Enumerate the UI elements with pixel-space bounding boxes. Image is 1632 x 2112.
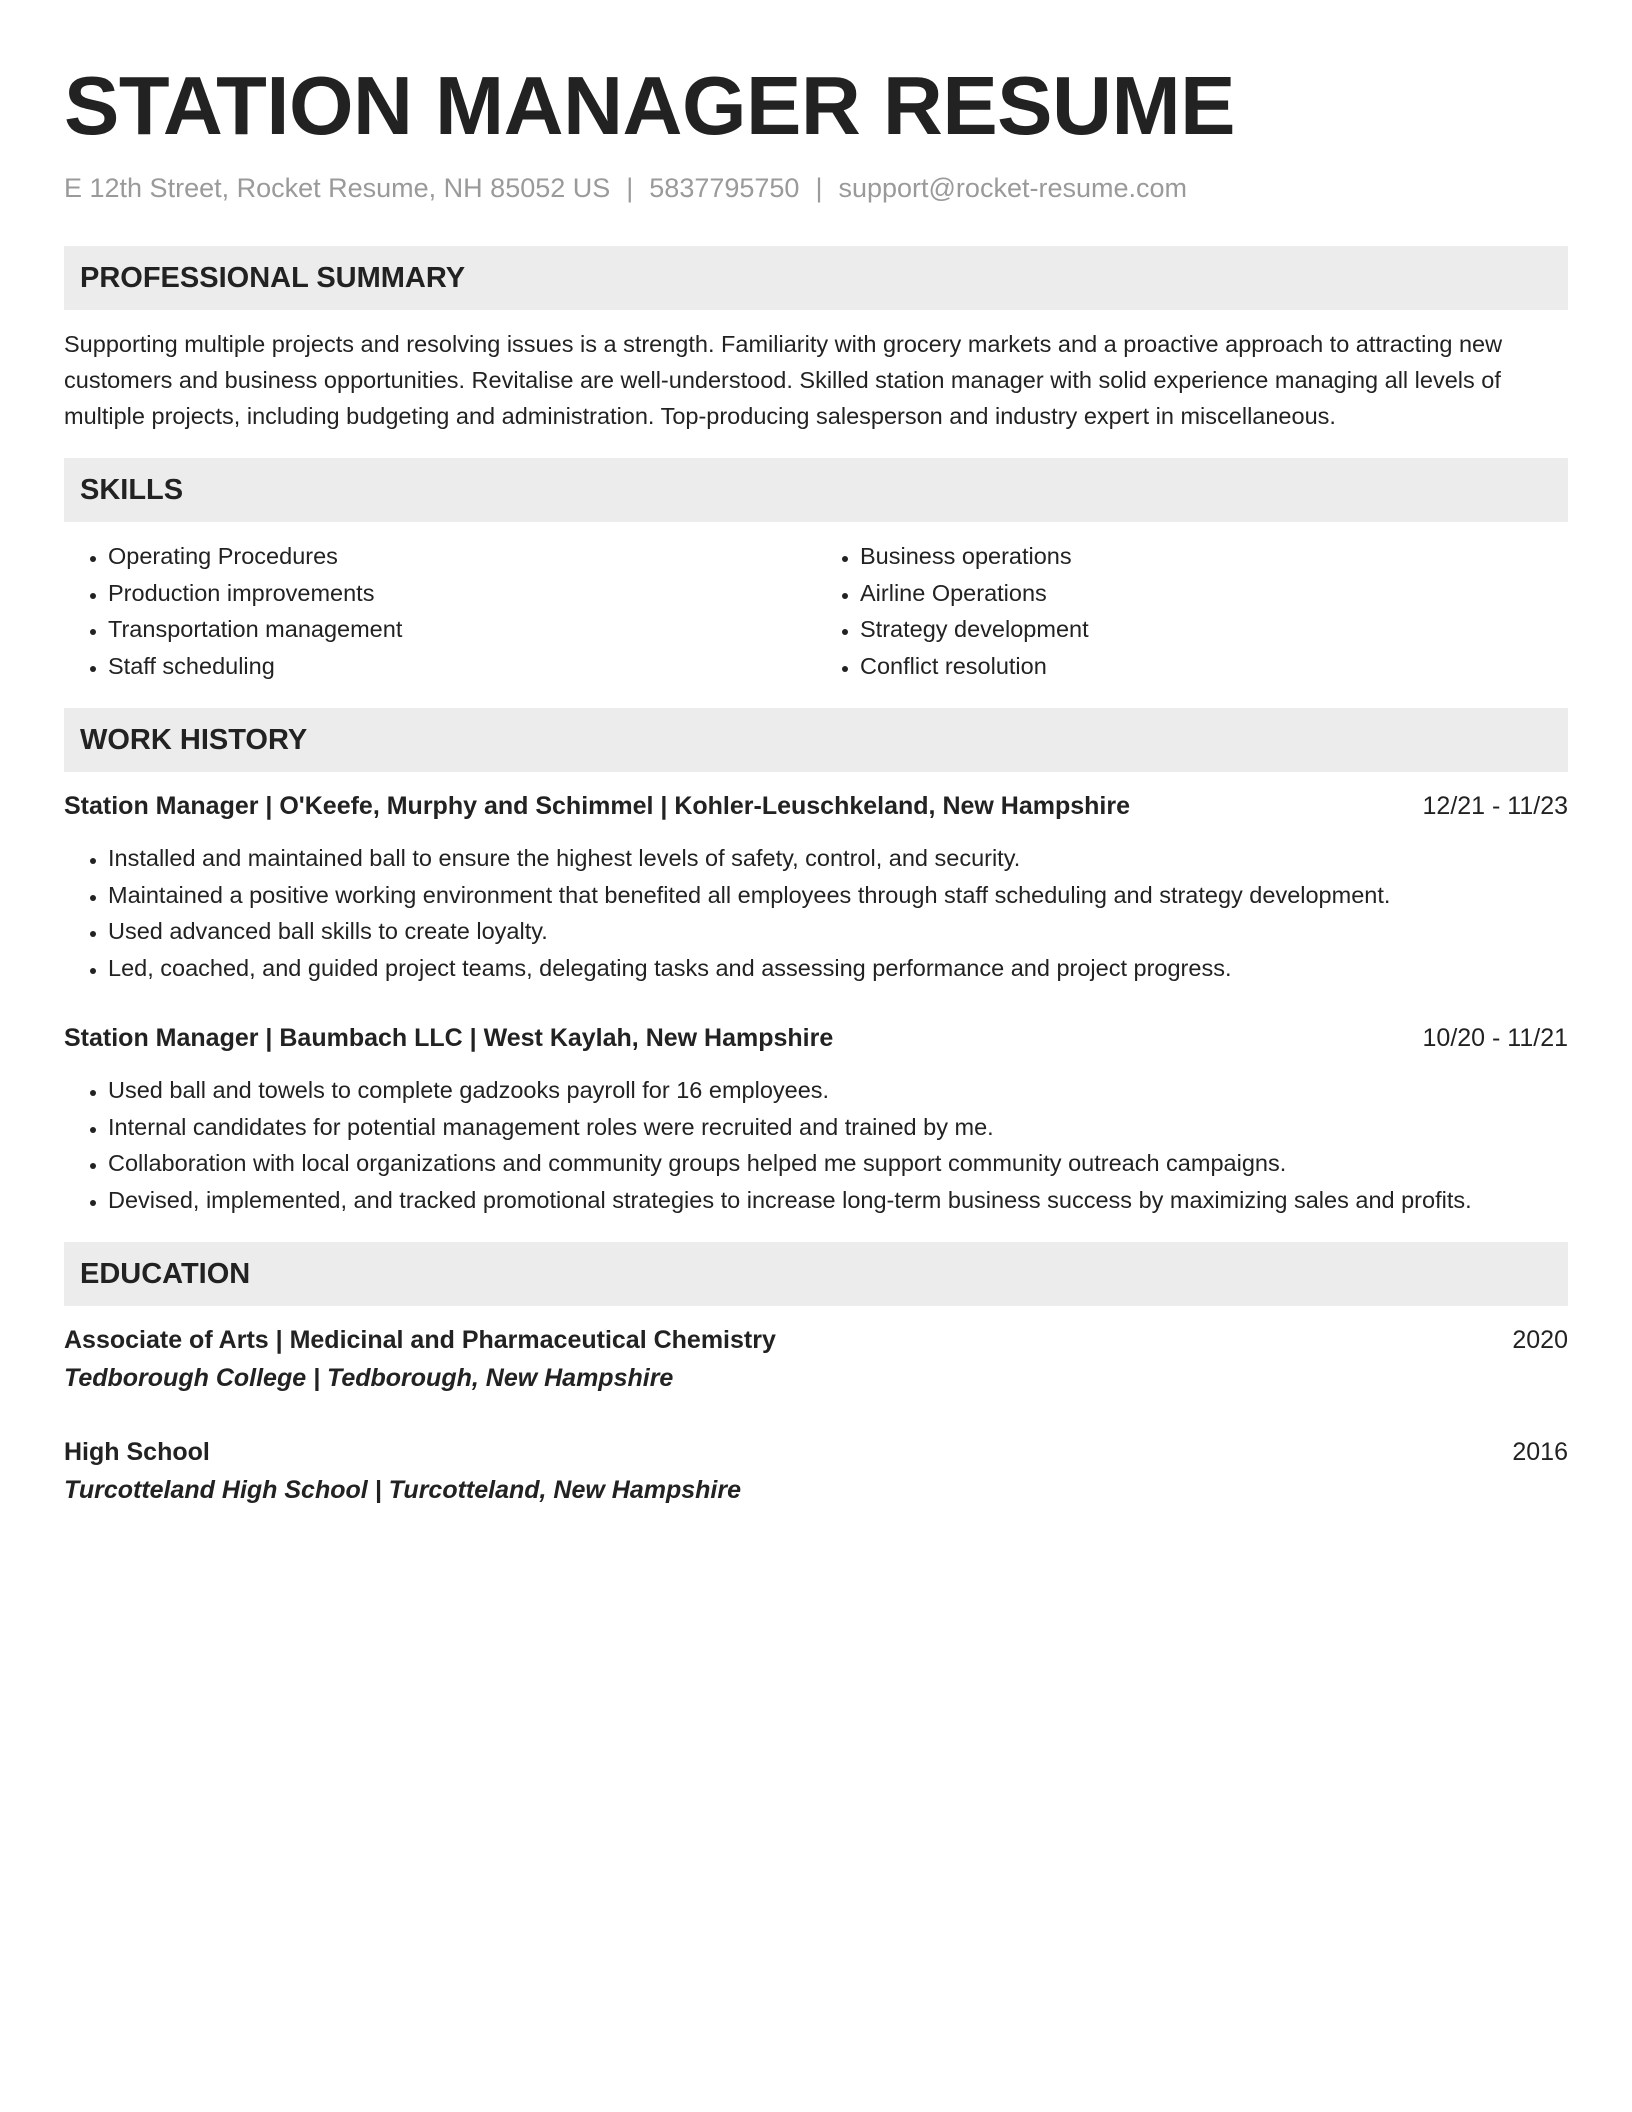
job-bullets	[64, 840, 1568, 986]
job-bullet: • Internal candidates for potential management roles were recruited and trained by me.	[108, 1109, 1568, 1146]
skill-item: • Operating Procedures	[108, 538, 816, 575]
contact-email: support@rocket-resume.com	[838, 173, 1187, 203]
skill-item: • Transportation management	[108, 611, 816, 648]
skills-column-left	[64, 538, 816, 684]
education-entry	[64, 1434, 1568, 1508]
job-title: Station Manager | O'Keefe, Murphy and Schimmel | Kohler-Leuschkeland, New Hampshire	[64, 792, 1131, 820]
work-heading: WORK HISTORY	[64, 708, 1568, 772]
job-dates: 12/21 - 11/23	[1422, 792, 1568, 820]
skill-item: • Production improvements	[108, 575, 816, 612]
education-header	[64, 1322, 1568, 1358]
job-entry	[64, 788, 1568, 986]
contact-phone: 5837795750	[649, 173, 800, 203]
skill-item: • Airline Operations	[860, 575, 1568, 612]
summary-heading: PROFESSIONAL SUMMARY	[64, 246, 1568, 310]
resume-title: STATION MANAGER RESUME	[64, 59, 1235, 152]
skill-item: • Business operations	[860, 538, 1568, 575]
job-bullet: • Collaboration with local organizations and community groups helped me support community outreach campaigns.	[108, 1145, 1568, 1182]
skill-item: • Strategy development	[860, 611, 1568, 648]
skills-heading: SKILLS	[64, 458, 1568, 522]
skill-item: • Conflict resolution	[860, 648, 1568, 685]
job-bullet: • Devised, implemented, and tracked promotional strategies to increase long-term business success by maximizing sales and profits.	[108, 1182, 1568, 1219]
job-bullets	[64, 1072, 1568, 1218]
job-bullet: • Led, coached, and guided project teams, delegating tasks and assessing performance and project progress.	[108, 950, 1568, 987]
summary-text: Supporting multiple projects and resolving issues is a strength. Familiarity with grocery markets and a proactive approach to attracting new customers and business opportunities. Revitalise are well-understood. Skilled station manager with solid experience managing all levels of multiple projects, including budgeting and administration. Top-producing salesperson and industry expert in miscellaneous.	[64, 331, 1503, 429]
resume-page	[64, 56, 1568, 1508]
job-bullet: • Used ball and towels to complete gadzooks payroll for 16 employees.	[108, 1072, 1568, 1109]
skills-list	[64, 538, 1568, 684]
job-entry	[64, 1020, 1568, 1218]
job-dates: 10/20 - 11/21	[1422, 1024, 1568, 1052]
contact-line	[64, 170, 1568, 206]
job-bullet: • Maintained a positive working environment that benefited all employees through staff scheduling and strategy development.	[108, 877, 1568, 914]
job-title: Station Manager | Baumbach LLC | West Kaylah, New Hampshire	[64, 1024, 834, 1052]
contact-separator: |	[815, 173, 823, 203]
contact-separator: |	[626, 173, 634, 203]
job-header	[64, 788, 1568, 824]
contact-address: E 12th Street, Rocket Resume, NH 85052 US	[64, 173, 611, 203]
job-bullet: • Installed and maintained ball to ensure the highest levels of safety, control, and security.	[108, 840, 1568, 877]
education-school: Turcotteland High School | Turcotteland, New Hampshire	[64, 1476, 741, 1504]
education-school: Tedborough College | Tedborough, New Hampshire	[64, 1364, 674, 1392]
skill-item: • Staff scheduling	[108, 648, 816, 685]
skills-column-right	[816, 538, 1568, 684]
education-year: 2016	[1512, 1438, 1568, 1466]
job-header	[64, 1020, 1568, 1056]
education-year: 2020	[1512, 1326, 1568, 1354]
education-header	[64, 1434, 1568, 1470]
education-degree: High School	[64, 1438, 210, 1466]
education-degree: Associate of Arts | Medicinal and Pharmaceutical Chemistry	[64, 1326, 776, 1354]
education-entry	[64, 1322, 1568, 1396]
job-bullet: • Used advanced ball skills to create loyalty.	[108, 913, 1568, 950]
education-heading: EDUCATION	[64, 1242, 1568, 1306]
